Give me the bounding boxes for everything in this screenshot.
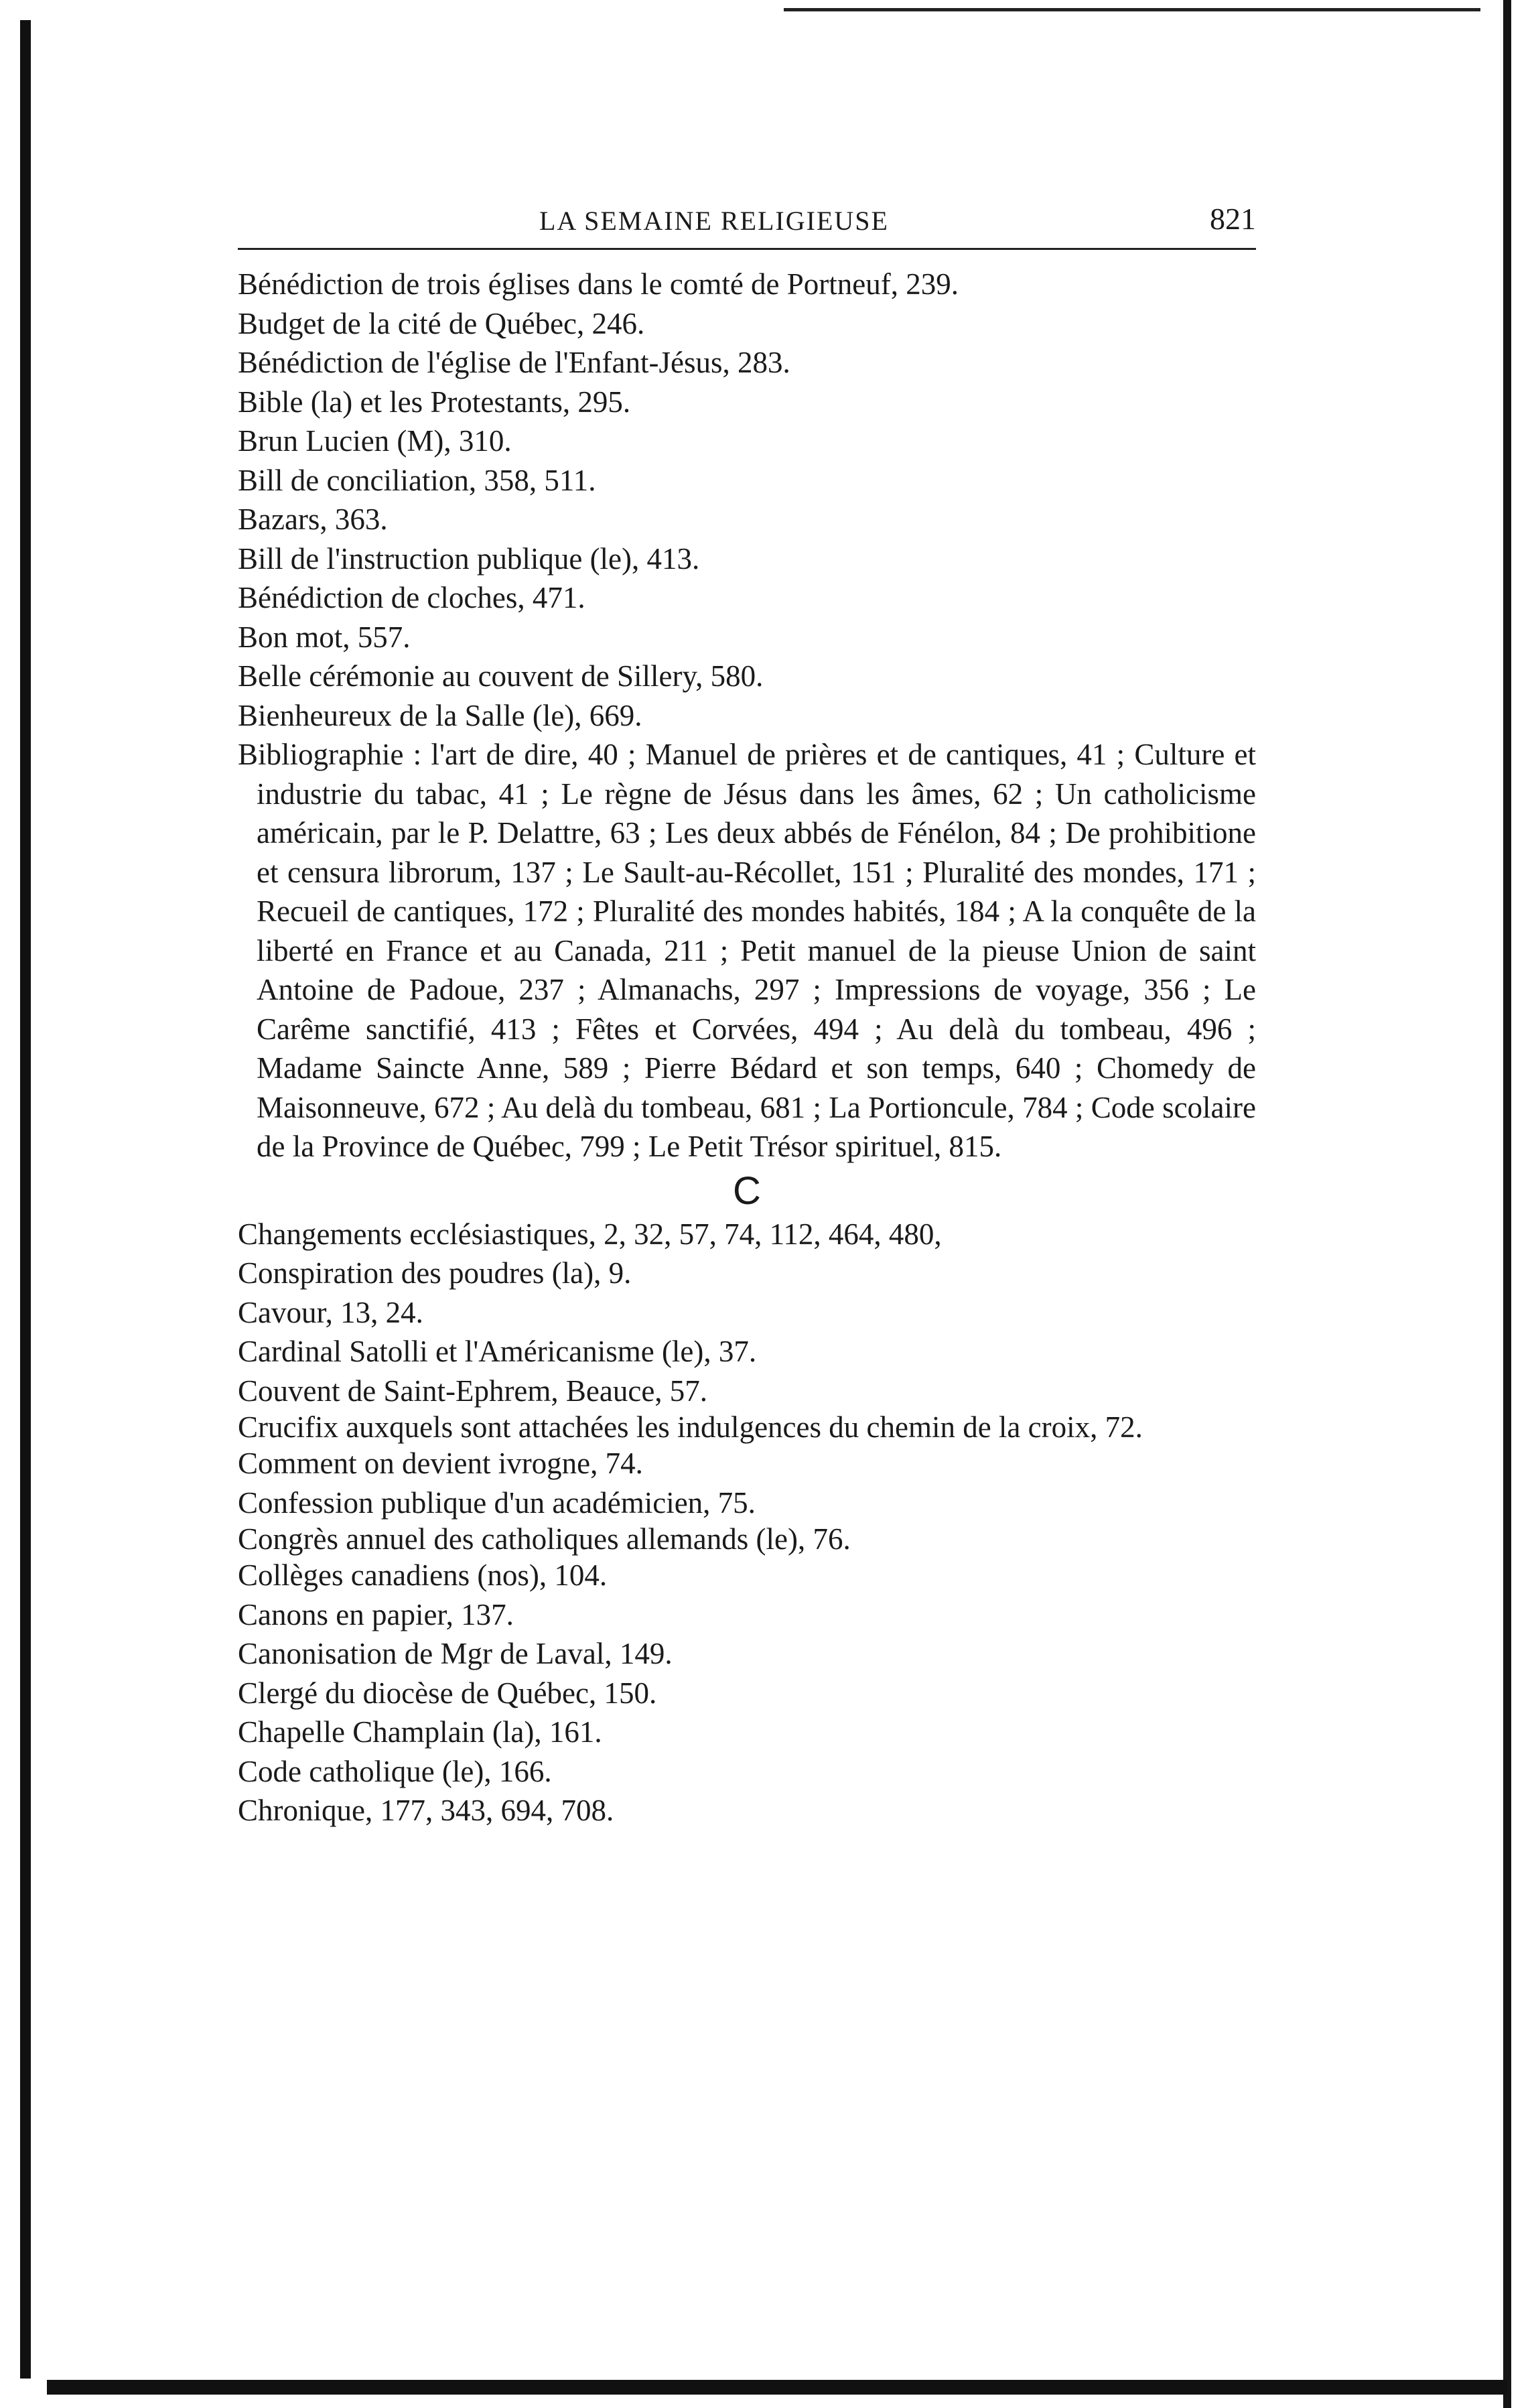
scan-edge-bottom [47,2380,1507,2395]
index-entry: Confession publique d'un académicien, 75. [238,1485,756,1520]
index-entry: Canons en papier, 137. [238,1597,514,1631]
page-number: 821 [1210,202,1256,236]
index-entry: Bill de conciliation, 358, 511. [238,463,596,497]
index-entry: Conspiration des poudres (la), 9. [238,1256,632,1290]
scan-edge-right [1503,0,1511,2408]
index-entry: Bénédiction de l'église de l'Enfant-Jésus, 283. [238,346,790,379]
index-entry: Budget de la cité de Québec, 246. [238,306,645,340]
index-entry: Collèges canadiens (nos), 104. [238,1558,608,1592]
index-entry: Bible (la) et les Protestants, 295. [238,385,631,419]
index-entry: Cardinal Satolli et l'Américanisme (le), 37. [238,1335,757,1368]
index-entry: Bénédiction de trois églises dans le comté de Portneuf, 239. [238,267,959,301]
index-entry: Bon mot, 557. [238,620,411,654]
scan-edge-top [784,8,1480,11]
index-entry: Bill de l'instruction publique (le), 413. [238,541,700,576]
index-entry: Cavour, 13, 24. [238,1295,423,1329]
index-entry: Bazars, 363. [238,503,388,536]
index-entry: Crucifix auxquels sont attachées les indulgences du chemin de la croix, 72. [238,1410,1143,1444]
index-page [238,201,1256,1830]
index-entry: Code catholique (le), 166. [238,1754,552,1788]
index-entries [238,265,1256,1830]
index-entry: Bénédiction de cloches, 471. [238,581,585,614]
index-entry: Congrès annuel des catholiques allemands (le), 76. [238,1522,851,1556]
index-entry: Brun Lucien (M), 310. [238,424,512,458]
index-entry: Couvent de Saint-Ephrem, Beauce, 57. [238,1374,708,1408]
section-letter-c: C [733,1168,761,1213]
bibliographie-entry: Bibliographie : l'art de dire, 40 ; Manuel de prières et de cantiques, 41 ; Culture et industrie du tabac, 41 ; Le règne de Jésus dans les âmes, 62 ; Un catholicisme américain, par le P. Delattre, 63 ; Les deux abbés de Fénélon, 84 ; De prohibitione et censura librorum, 137 ; Le Sault-au-Récollet, 151 ; Pluralité des mondes, 171 ; Recueil de cantiques, 172 ; Pluralité des mondes habités, 184 ; A la conquête de la liberté en France et au Canada, 211 ; Petit manuel de la pieuse Union de saint Antoine de Padoue, 237 ; Almanachs, 297 ; Impressions de voyage, 356 ; Le Carême sanctifié, 413 ; Fêtes et Corvées, 494 ; Au delà du tombeau, 496 ; Madame Saincte Anne, 589 ; Pierre Bédard et son temps, 640 ; Chomedy de Maisonneuve, 672 ; Au delà du tombeau, 681 ; La Portioncule, 784 ; Code scolaire de la Province de Québec, 799 ; Le Petit Trésor spirituel, 815. [238,738,1256,1163]
running-title: LA SEMAINE RELIGIEUSE [539,206,889,236]
index-entry: Chapelle Champlain (la), 161. [238,1715,602,1749]
index-entry: Comment on devient ivrogne, 74. [238,1447,643,1480]
index-entry: Changements ecclésiastiques, 2, 32, 57, 74, 112, 464, 480, [238,1217,942,1251]
page-header [238,201,1256,250]
index-entry: Belle cérémonie au couvent de Sillery, 580. [238,659,764,693]
index-entry: Bienheureux de la Salle (le), 669. [238,698,642,732]
scan-edge-left [20,20,31,2379]
index-entry: Chronique, 177, 343, 694, 708. [238,1794,614,1827]
index-entry: Clergé du diocèse de Québec, 150. [238,1676,657,1710]
index-entry: Canonisation de Mgr de Laval, 149. [238,1637,673,1670]
